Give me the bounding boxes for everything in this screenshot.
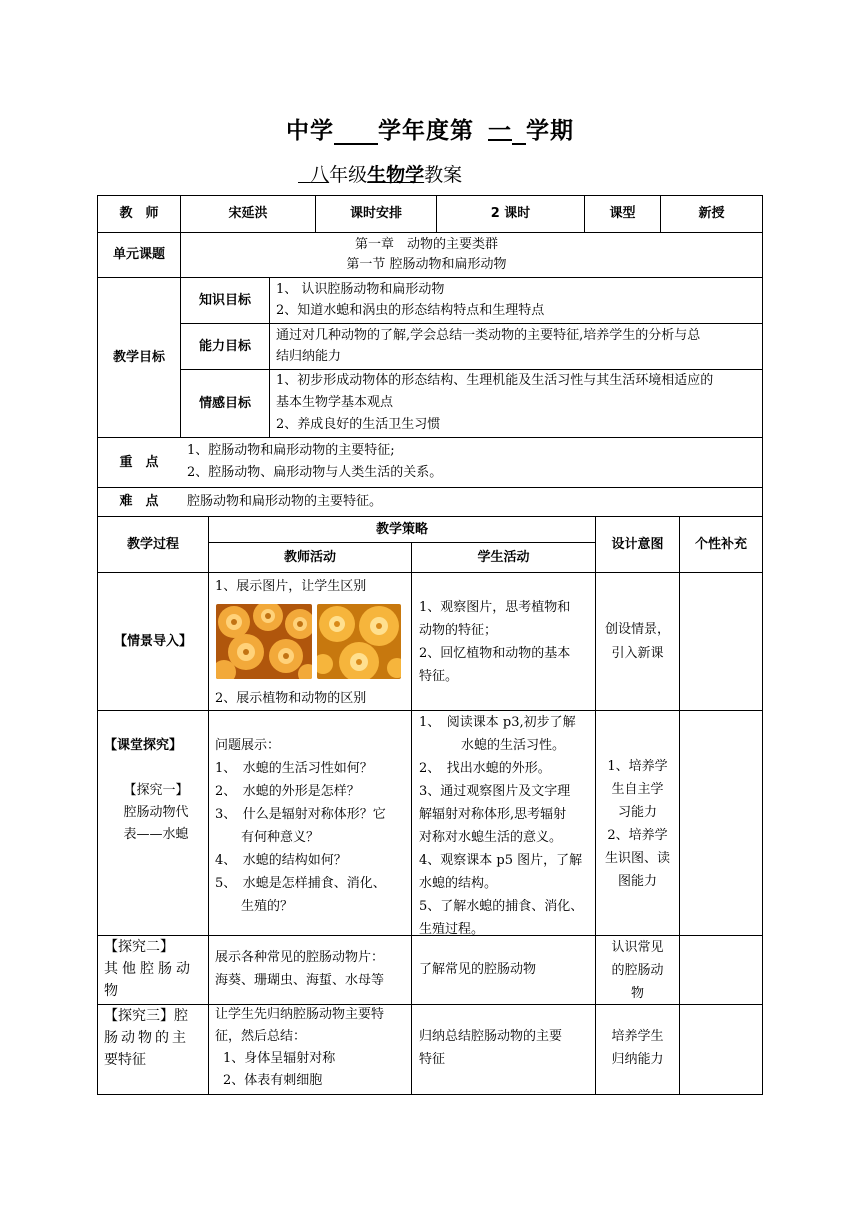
- goal-line: 1、 认识腔肠动物和扁形动物: [276, 282, 445, 297]
- title-part: 学年度第: [378, 118, 474, 144]
- teacher-activity-header: 教师活动: [283, 549, 336, 565]
- intro-stage: 【情景导入】: [113, 633, 192, 649]
- stage-line: 肠动物的主: [104, 1030, 189, 1046]
- ability-label: 能力目标: [198, 338, 251, 354]
- student-line: 水螅的结构。: [419, 876, 498, 891]
- hours-label: 课时安排: [349, 206, 402, 221]
- student-line: 1、观察图片，思考植物和: [419, 600, 571, 615]
- explore2-intent: [596, 936, 679, 1005]
- stage-line: 【探究三】腔: [104, 1008, 188, 1024]
- goal-line: 2、知道水螅和涡虫的形态结构特点和生理特点: [276, 303, 545, 318]
- doc-type: 教案: [424, 164, 463, 186]
- student-line: 特征。: [419, 669, 459, 684]
- explore2-teacher: [215, 946, 384, 992]
- teacher-line: 3、 什么是辐射对称体形？它: [215, 807, 386, 822]
- intent-line: 认识常见: [611, 940, 664, 955]
- key-label: 重 点: [119, 454, 159, 470]
- intent-line: 生识图、读: [604, 851, 670, 866]
- intent-line: 生自主学: [611, 782, 664, 797]
- intent-line: 创设情景，: [604, 621, 670, 637]
- teacher-label: 教 师: [119, 206, 159, 221]
- key-points: [187, 440, 442, 484]
- stage-line: 【探究一】: [123, 783, 189, 798]
- knowledge-goals: [276, 279, 544, 321]
- goal-line: 结归纳能力: [276, 349, 342, 364]
- explore2-student: 了解常见的腔肠动物: [419, 962, 537, 977]
- student-line: 1、 阅读课本 p3,初步了解: [419, 715, 576, 730]
- subject: 生物学: [367, 164, 425, 186]
- intro-teacher-top: 1、展示图片，让学生区别: [215, 579, 367, 594]
- unit-section: 第一节 腔肠动物和扁形动物: [346, 257, 507, 272]
- flower-photo-1: [216, 604, 312, 679]
- title-part: 中学: [286, 118, 334, 144]
- student-line: 3、通过观察图片及文字理: [419, 784, 571, 799]
- goal-line: 通过对几种动物的了解,学会总结一类动物的主要特征,培养学生的分析与总: [276, 328, 701, 343]
- grade: 八: [310, 164, 330, 186]
- emotion-goals: [276, 370, 713, 436]
- unit-chapter: 第一章 动物的主要类群: [354, 237, 498, 252]
- difficult-label: 难 点: [119, 494, 159, 509]
- hours-value: 2 课时: [490, 206, 531, 221]
- semester-number: 一: [488, 118, 512, 144]
- student-line: 2、回忆植物和动物的基本: [419, 646, 571, 661]
- strategy-header: 教学策略: [375, 521, 428, 537]
- unit-topic: [181, 233, 762, 277]
- explore1-stage-main: 【课堂探究】: [104, 738, 183, 753]
- knowledge-label: 知识目标: [198, 292, 251, 308]
- teacher-line: 2、体表有刺细胞: [223, 1073, 323, 1088]
- teacher-line: 有何种意义？: [241, 830, 320, 845]
- teacher-line: 生殖的？: [241, 899, 294, 914]
- student-line: 解辐射对称体形,思考辐射: [419, 807, 567, 822]
- teacher-line: 海葵、珊瑚虫、海蜇、水母等: [215, 973, 385, 988]
- intent-line: 培养学生: [611, 1029, 664, 1044]
- intent-line: 习能力: [617, 805, 657, 820]
- type-value: 新授: [698, 206, 725, 221]
- key-line: 2、腔肠动物、扁形动物与人类生活的关系。: [187, 465, 443, 480]
- ability-goals: [276, 325, 700, 367]
- explore1-student: [419, 711, 583, 941]
- teacher-line: 问题展示：: [215, 738, 281, 753]
- process-header: 教学过程: [126, 536, 179, 552]
- explore3-teacher: [215, 1004, 384, 1092]
- intent-line: 2、培养学: [607, 828, 668, 843]
- stage-line: 表——水螅: [123, 827, 189, 842]
- supplement-header: 个性补充: [694, 536, 747, 552]
- teacher-line: 征，然后总结：: [215, 1029, 307, 1044]
- stage-line: 腔肠动物代: [123, 805, 189, 820]
- unit-label: 单元课题: [112, 247, 165, 262]
- stage-line: 物: [104, 983, 118, 999]
- student-line: 2、 找出水螅的外形。: [419, 761, 551, 776]
- goal-line: 1、初步形成动物体的形态结构、生理机能及生活习性与其生活环境相适应的: [276, 373, 714, 388]
- document-title: [0, 112, 860, 145]
- teacher-line: 5、 水螅是怎样捕食、消化、: [215, 876, 386, 891]
- intent-header: 设计意图: [611, 536, 664, 552]
- intro-student: [419, 596, 570, 688]
- explore2-stage: [104, 936, 208, 1002]
- teacher-line: 展示各种常见的腔肠动物片：: [215, 950, 385, 965]
- intent-line: 引入新课: [611, 645, 664, 661]
- student-line: 4、观察课本 p5 图片，了解: [419, 853, 583, 868]
- student-line: 特征: [419, 1052, 446, 1067]
- teacher-line: 1、 水螅的生活习性如何？: [215, 761, 373, 776]
- stage-line: 其他腔肠动: [104, 961, 194, 977]
- key-line: 1、腔肠动物和扁形动物的主要特征;: [187, 443, 395, 458]
- intent-line: 图能力: [617, 874, 657, 889]
- intent-line: 1、培养学: [607, 759, 668, 774]
- intent-line: 归纳能力: [611, 1052, 664, 1067]
- stage-line: 【探究二】: [104, 939, 174, 955]
- explore1-intent: [596, 755, 679, 893]
- student-line: 动物的特征；: [419, 623, 498, 638]
- explore1-stage: [104, 780, 208, 846]
- explore3-intent: [596, 1025, 679, 1071]
- title-part: 学期: [526, 118, 574, 144]
- emotion-label: 情感目标: [198, 395, 251, 411]
- student-line: 对称对水螅生活的意义。: [419, 830, 563, 845]
- intent-line: 物: [630, 986, 644, 1001]
- intro-teacher-bottom: 2、展示植物和动物的区别: [215, 691, 367, 706]
- student-activity-header: 学生活动: [477, 549, 530, 565]
- intro-intent: [596, 573, 679, 710]
- blank-line: [334, 119, 378, 145]
- grade-suffix: 年级: [329, 164, 368, 186]
- student-line: 水螅的生活习性。: [461, 738, 566, 753]
- teacher-line: 1、身体呈辐射对称: [223, 1051, 336, 1066]
- teacher-line: 让学生先归纳腔肠动物主要特: [215, 1007, 385, 1022]
- teacher-line: 2、 水螅的外形是怎样？: [215, 784, 360, 799]
- teacher-line: 4、 水螅的结构如何？: [215, 853, 347, 868]
- goal-line: 2、养成良好的生活卫生习惯: [276, 417, 441, 432]
- goals-label: 教学目标: [112, 349, 165, 365]
- intent-line: 的腔肠动: [611, 963, 664, 978]
- student-line: 归纳总结腔肠动物的主要: [419, 1029, 563, 1044]
- student-line: 生殖过程。: [419, 922, 485, 937]
- teacher-name: 宋延洪: [228, 206, 268, 221]
- difficult-text: 腔肠动物和扁形动物的主要特征。: [187, 494, 383, 509]
- explore3-student: [419, 1025, 562, 1071]
- flower-photo-2: [317, 604, 401, 679]
- type-label: 课型: [609, 206, 636, 221]
- stage-line: 要特征: [104, 1052, 146, 1068]
- explore3-stage: [104, 1005, 208, 1071]
- document-subtitle: [298, 160, 462, 187]
- explore1-teacher: [215, 734, 386, 918]
- student-line: 5、了解水螅的捕食、消化、: [419, 899, 584, 914]
- goal-line: 基本生物学基本观点: [276, 395, 394, 410]
